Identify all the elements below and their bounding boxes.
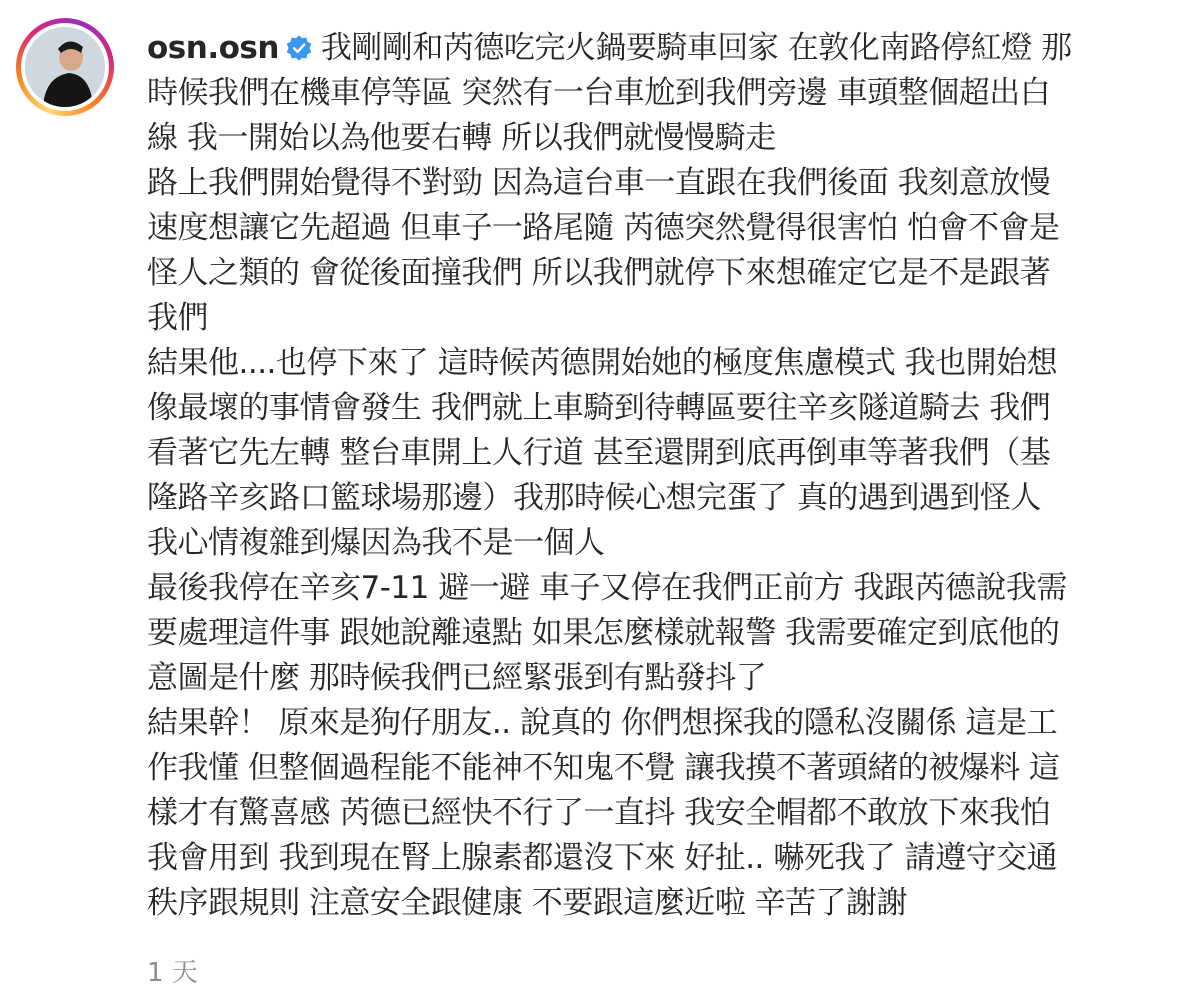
caption-line: 路上我們開始覺得不對勁 因為這台車一直跟在我們後面 我刻意放慢 <box>147 165 1051 201</box>
avatar-story-ring[interactable] <box>16 18 114 116</box>
caption-line: 我心情複雜到爆因為我不是一個人 <box>147 525 605 561</box>
caption-line: 秩序跟規則 注意安全跟健康 不要跟這麼近啦 辛苦了謝謝 <box>147 885 908 921</box>
post-caption <box>147 26 1187 926</box>
caption-line: 線 我一開始以為他要右轉 所以我們就慢慢騎走 <box>147 120 776 156</box>
caption-line: 作我懂 但整個過程能不能神不知鬼不覺 讓我摸不著頭緒的被爆料 這 <box>147 750 1060 786</box>
caption-line: 結果他....也停下來了 這時候芮德開始她的極度焦慮模式 我也開始想 <box>147 345 1058 381</box>
username-link[interactable]: osn.osn <box>147 30 279 66</box>
caption-line: 時候我們在機車停等區 突然有一台車尬到我們旁邊 車頭整個超出白 <box>147 75 1051 111</box>
caption-line: 我們 <box>147 300 208 336</box>
avatar-frame <box>21 23 109 111</box>
verified-badge-icon <box>285 34 313 62</box>
caption-line <box>147 26 1187 71</box>
caption-line: 隆路辛亥路口籃球場那邊）我那時候心想完蛋了 真的遇到遇到怪人 <box>147 480 1041 516</box>
avatar-person-icon <box>25 27 105 107</box>
caption-line: 看著它先左轉 整台車開上人行道 甚至還開到底再倒車等著我們（基 <box>147 435 1051 471</box>
caption-line: 結果幹！ 原來是狗仔朋友.. 說真的 你們想探我的隱私沒關係 這是工 <box>147 705 1058 741</box>
avatar[interactable] <box>25 27 105 107</box>
caption-line: 意圖是什麼 那時候我們已經緊張到有點發抖了 <box>147 660 767 696</box>
caption-line: 要處理這件事 跟她說離遠點 如果怎麼樣就報警 我需要確定到底他的 <box>147 615 1060 651</box>
caption-line: 像最壞的事情會發生 我們就上車騎到待轉區要往辛亥隧道騎去 我們 <box>147 390 1051 426</box>
caption-line: 最後我停在辛亥7-11 避一避 車子又停在我們正前方 我跟芮德說我需 <box>147 570 1067 606</box>
caption-line: 樣才有驚喜感 芮德已經快不行了一直抖 我安全帽都不敢放下來我怕 <box>147 795 1051 831</box>
caption-line: 怪人之類的 會從後面撞我們 所以我們就停下來想確定它是不是跟著 <box>147 255 1051 291</box>
post-timestamp[interactable]: 1 天 <box>147 958 198 988</box>
caption-line: 我會用到 我到現在腎上腺素都還沒下來 好扯.. 嚇死我了 請遵守交通 <box>147 840 1058 876</box>
caption-text: 我剛剛和芮德吃完火鍋要騎車回家 在敦化南路停紅燈 那 <box>320 30 1072 66</box>
caption-line: 速度想讓它先超過 但車子一路尾隨 芮德突然覺得很害怕 怕會不會是 <box>147 210 1060 246</box>
